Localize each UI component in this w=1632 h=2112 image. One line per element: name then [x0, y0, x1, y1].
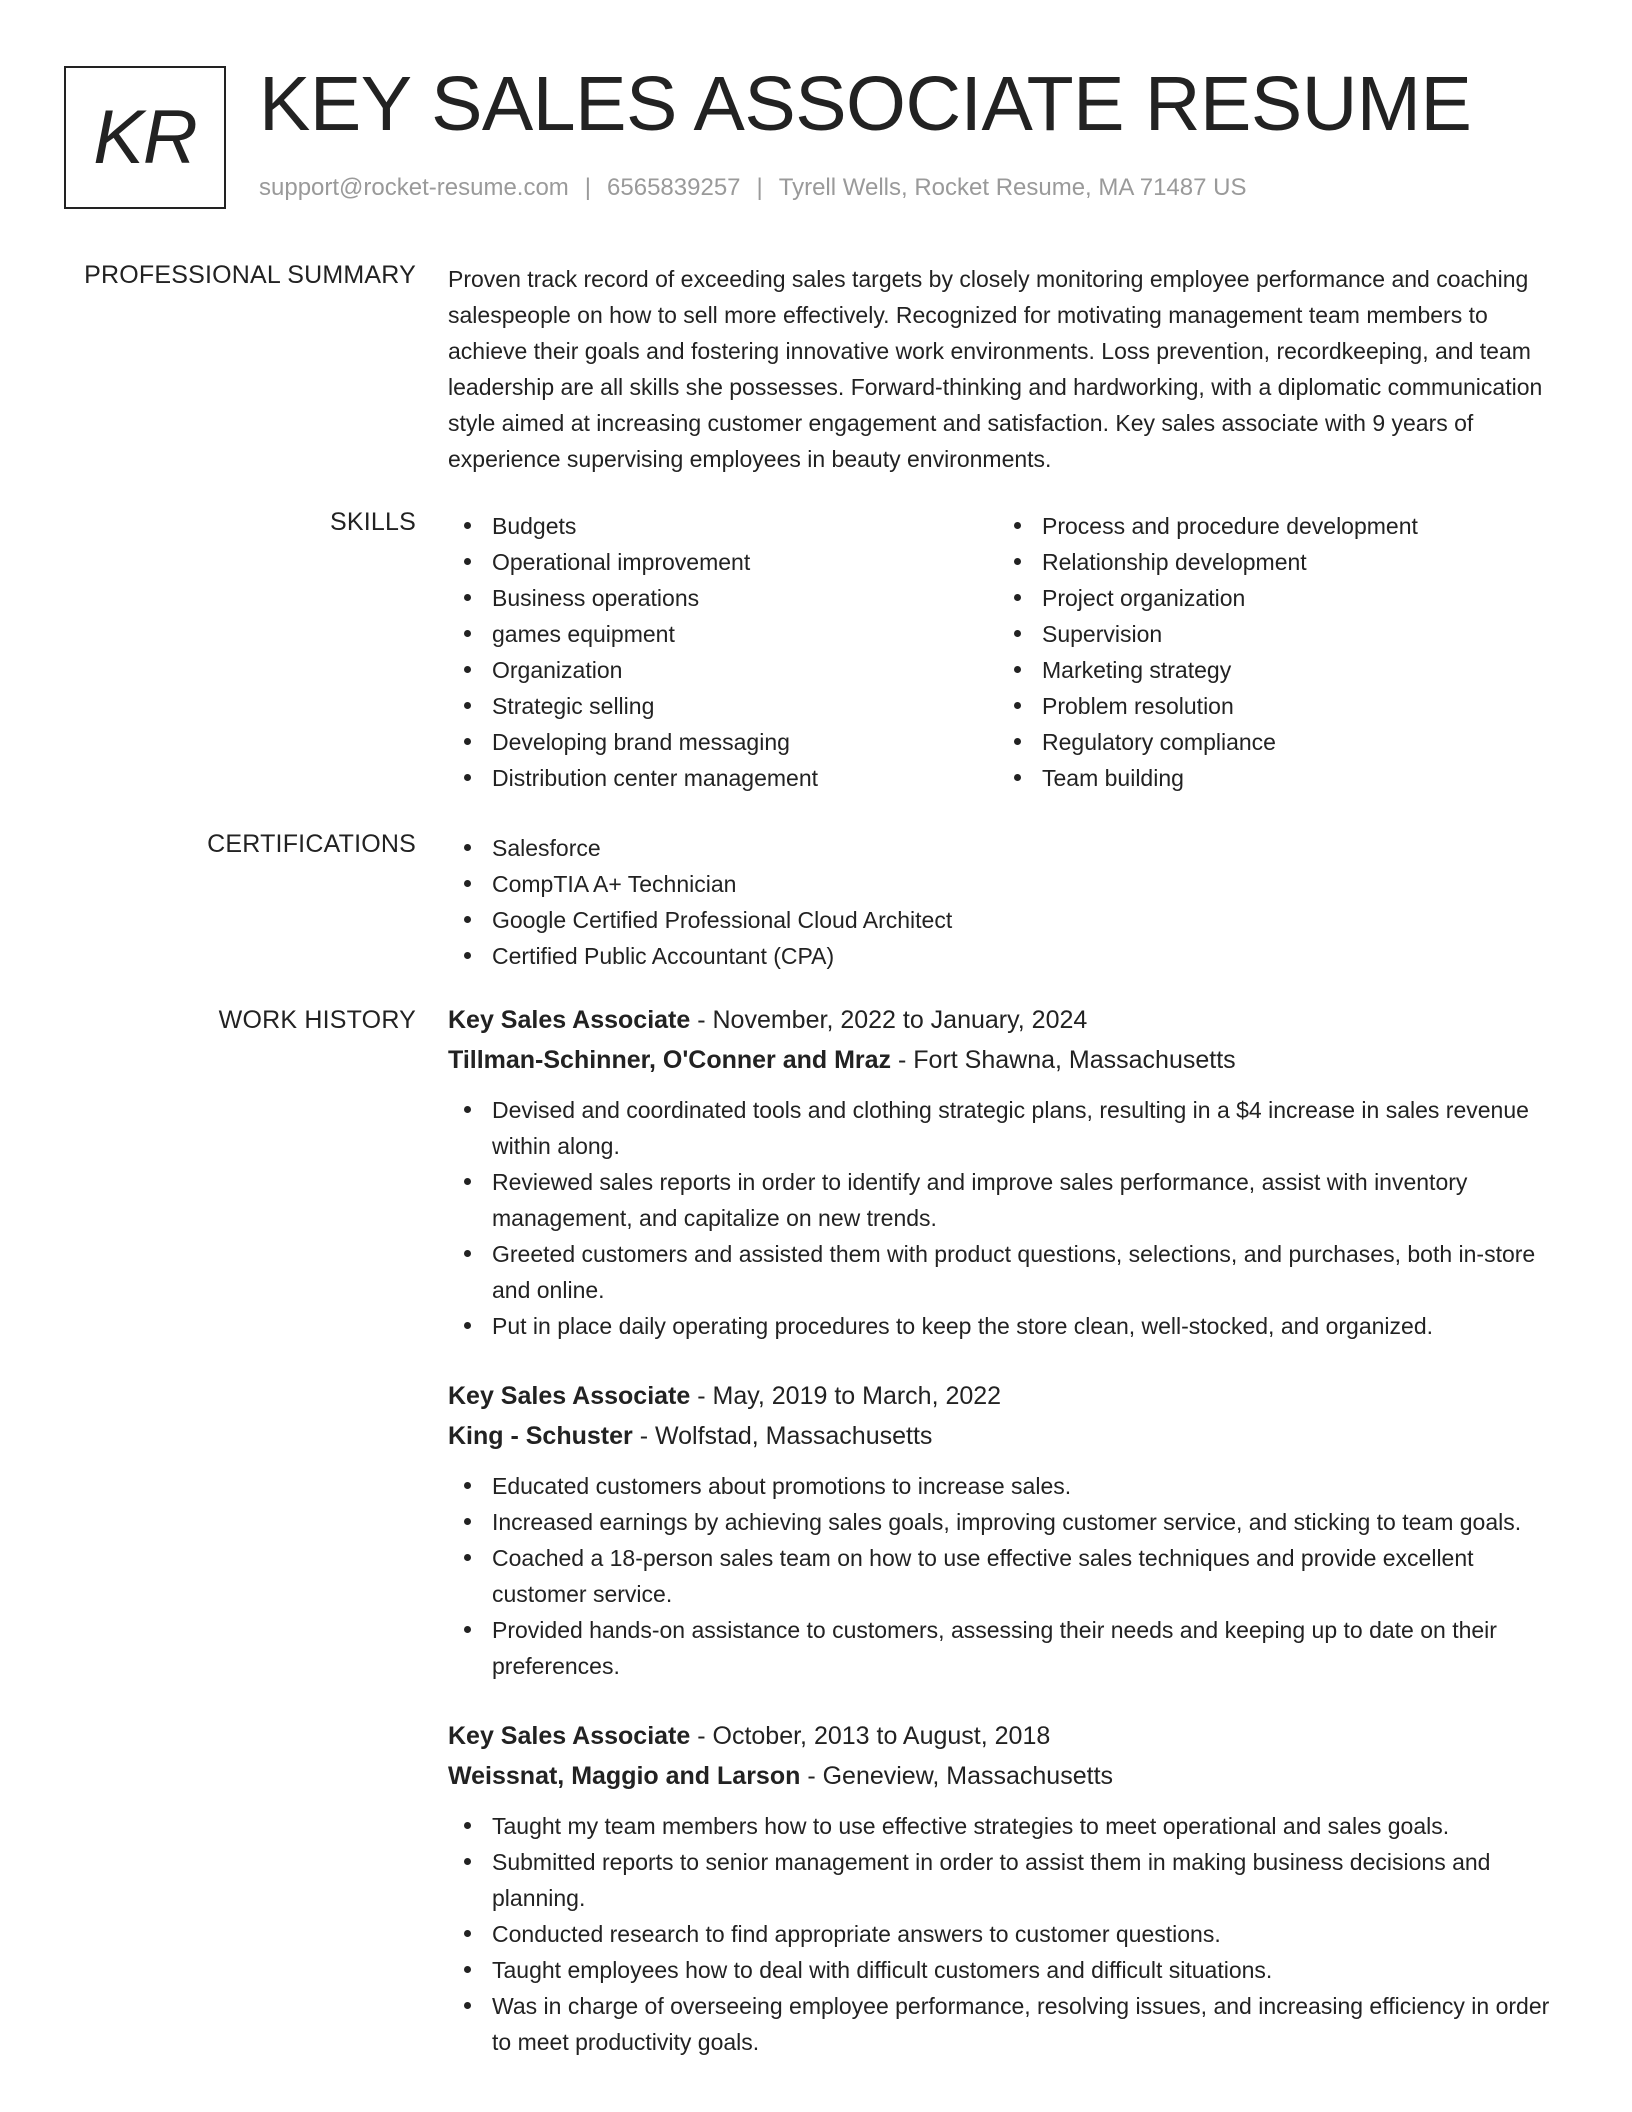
skill-item: Operational improvement: [448, 544, 998, 580]
job-location: - Geneview, Massachusetts: [800, 1762, 1114, 1790]
certification-item: Google Certified Professional Cloud Architect: [448, 902, 1566, 938]
job-company: Weissnat, Maggio and Larson: [448, 1762, 801, 1790]
job-bullet: Put in place daily operating procedures to keep the store clean, well-stocked, and organized.: [448, 1308, 1566, 1344]
skill-item: Regulatory compliance: [998, 724, 1548, 760]
job-entry: [448, 1376, 1566, 1684]
job-location: - Fort Shawna, Massachusetts: [891, 1046, 1236, 1074]
contact-separator: |: [584, 174, 592, 201]
certification-item: Certified Public Accountant (CPA): [448, 938, 1566, 974]
skill-item: Developing brand messaging: [448, 724, 998, 760]
certification-item: Salesforce: [448, 830, 1566, 866]
job-title-line: [448, 1000, 1566, 1040]
section-label-summary: PROFESSIONAL SUMMARY: [84, 261, 416, 289]
job-bullets: [448, 1468, 1566, 1684]
job-title-line: [448, 1716, 1566, 1756]
contact-email: support@rocket-resume.com: [259, 174, 569, 201]
section-label-skills: SKILLS: [330, 508, 416, 536]
job-bullet: Was in charge of overseeing employee performance, resolving issues, and increasing efficiency in order to meet productivity goals.: [448, 1988, 1566, 2060]
job-title-line: [448, 1376, 1566, 1416]
job-dates: - May, 2019 to March, 2022: [690, 1382, 1002, 1410]
job-bullet: Conducted research to find appropriate answers to customer questions.: [448, 1916, 1566, 1952]
skills-column-right: [998, 508, 1548, 796]
job-dates: - October, 2013 to August, 2018: [690, 1722, 1051, 1750]
job-location: - Wolfstad, Massachusetts: [632, 1422, 933, 1450]
skill-item: Distribution center management: [448, 760, 998, 796]
job-entry: [448, 1000, 1566, 1344]
skill-item: games equipment: [448, 616, 998, 652]
job-bullet: Provided hands-on assistance to customers, assessing their needs and keeping up to date on their preferences.: [448, 1612, 1566, 1684]
summary-text: Proven track record of exceeding sales targets by closely monitoring employee performance and coaching salespeople on how to sell more effectively. Recognized for motivating management team members to achieve their goals and fostering innovative work environments. Loss prevention, recordkeeping, and team leadership are all skills she possesses. Forward-thinking and hardworking, with a diplomatic communication style aimed at increasing customer engagement and satisfaction. Key sales associate with 9 years of experience supervising employees in beauty environments.: [448, 266, 1543, 472]
resume-title: KEY SALES ASSOCIATE RESUME: [259, 61, 1472, 147]
job-company: King - Schuster: [448, 1422, 633, 1450]
contact-phone: 6565839257: [607, 174, 741, 201]
section-label-work-history: WORK HISTORY: [218, 1006, 416, 1034]
skills-list: [448, 508, 1566, 796]
job-bullet: Reviewed sales reports in order to identify and improve sales performance, assist with inventory management, and capitalize on new trends.: [448, 1164, 1566, 1236]
job-dates: - November, 2022 to January, 2024: [690, 1006, 1088, 1034]
skill-item: Project organization: [998, 580, 1548, 616]
skill-item: Organization: [448, 652, 998, 688]
job-bullet: Coached a 18-person sales team on how to use effective sales techniques and provide excellent customer service.: [448, 1540, 1566, 1612]
skill-item: Team building: [998, 760, 1548, 796]
skill-item: Marketing strategy: [998, 652, 1548, 688]
job-company-line: [448, 1416, 1566, 1456]
skills-column-left: [448, 508, 998, 796]
contact-line: [259, 174, 1246, 202]
resume-header: [64, 61, 1564, 210]
contact-separator: |: [756, 174, 763, 201]
job-bullet: Submitted reports to senior management in order to assist them in making business decisions and planning.: [448, 1844, 1566, 1916]
job-title: Key Sales Associate: [448, 1722, 691, 1750]
job-bullets: [448, 1808, 1566, 2060]
skill-item: Problem resolution: [998, 688, 1548, 724]
certifications-list: [448, 830, 1566, 974]
job-entry: [448, 1716, 1566, 2060]
certification-item: CompTIA A+ Technician: [448, 866, 1566, 902]
job-title: Key Sales Associate: [448, 1382, 691, 1410]
job-bullet: Devised and coordinated tools and clothing strategic plans, resulting in a $4 increase in sales revenue within along.: [448, 1092, 1566, 1164]
skill-item: Relationship development: [998, 544, 1548, 580]
job-bullet: Educated customers about promotions to increase sales.: [448, 1468, 1566, 1504]
section-label-certifications: CERTIFICATIONS: [207, 830, 416, 858]
job-bullets: [448, 1092, 1566, 1344]
skill-item: Business operations: [448, 580, 998, 616]
job-bullet: Greeted customers and assisted them with product questions, selections, and purchases, both in-store and online.: [448, 1236, 1566, 1308]
contact-address: Tyrell Wells, Rocket Resume, MA 71487 US: [778, 174, 1247, 201]
job-title: Key Sales Associate: [448, 1006, 691, 1034]
job-bullet: Increased earnings by achieving sales goals, improving customer service, and sticking to team goals.: [448, 1504, 1566, 1540]
skill-item: Process and procedure development: [998, 508, 1548, 544]
job-company-line: [448, 1040, 1566, 1080]
job-company: Tillman-Schinner, O'Conner and Mraz: [448, 1046, 892, 1074]
job-bullet: Taught my team members how to use effective strategies to meet operational and sales goals.: [448, 1808, 1566, 1844]
monogram-logo: KR: [64, 66, 226, 209]
skill-item: Budgets: [448, 508, 998, 544]
job-company-line: [448, 1756, 1566, 1796]
work-history-list: [448, 1000, 1566, 2092]
skill-item: Strategic selling: [448, 688, 998, 724]
skill-item: Supervision: [998, 616, 1548, 652]
job-bullet: Taught employees how to deal with difficult customers and difficult situations.: [448, 1952, 1566, 1988]
